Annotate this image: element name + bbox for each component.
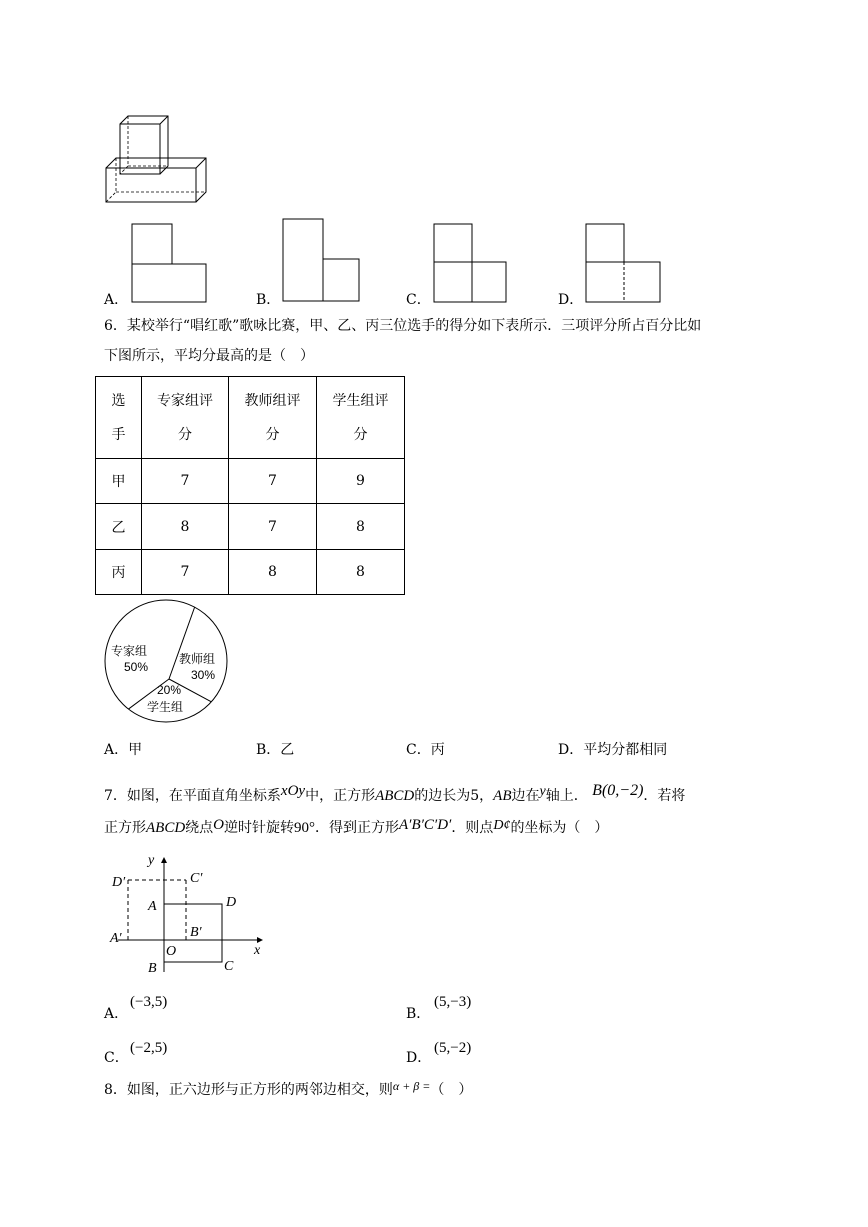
q7-option-b-letter[interactable]: B．: [406, 1006, 431, 1022]
label-o: O: [166, 944, 177, 959]
table-header-cell: 学生组评 分: [317, 377, 405, 459]
label-a-prime: A′: [110, 931, 122, 946]
label-c-prime: C′: [190, 871, 203, 886]
table-header-cell: 专家组评 分: [142, 377, 229, 459]
table-cell: 8: [229, 550, 317, 595]
q5-option-a-label[interactable]: A．: [104, 292, 129, 308]
q5-option-c-label[interactable]: C．: [406, 292, 431, 308]
table-cell: 7: [229, 504, 317, 550]
q7-option-a-letter[interactable]: A．: [104, 1006, 129, 1022]
pie-value-teachers: 30%: [191, 668, 216, 682]
table-cell: 乙: [96, 504, 142, 550]
q7-option-b-value[interactable]: (5,−3): [434, 994, 472, 1010]
table-cell: 7: [142, 550, 229, 595]
table-cell: 7: [229, 459, 317, 504]
pie-label-experts: 专家组: [111, 644, 148, 658]
q7-option-c-value[interactable]: (−2,5): [130, 1040, 168, 1056]
table-cell: 8: [317, 504, 405, 550]
q7-stem-line2: 正方形ABCD绕点O逆时针旋转90°．得到正方形A′B′C′D′．则点D¢的坐标为（ ）: [104, 817, 609, 836]
q7-option-c-letter[interactable]: C．: [104, 1050, 129, 1066]
q5-option-d-view[interactable]: [584, 222, 664, 306]
q7-option-a-value[interactable]: (−3,5): [130, 994, 168, 1010]
pie-value-experts: 50%: [124, 660, 149, 674]
q5-option-d-label[interactable]: D．: [558, 292, 584, 308]
q6-option-c[interactable]: C．丙: [406, 742, 445, 758]
q5-option-b-view[interactable]: [281, 217, 365, 303]
table-row: [96, 459, 405, 504]
q5-option-c-view[interactable]: [432, 222, 512, 306]
table-cell: 8: [142, 504, 229, 550]
table-cell: 9: [317, 459, 405, 504]
q6-option-a[interactable]: A．甲: [104, 742, 143, 758]
table-header-cell: 选 手: [96, 377, 142, 459]
table-cell: 丙: [96, 550, 142, 595]
table-cell: 甲: [96, 459, 142, 504]
pie-label-teachers: 教师组: [179, 652, 216, 666]
q6-option-d[interactable]: D．平均分都相同: [558, 742, 668, 758]
coordinate-figure: [108, 850, 278, 980]
label-d: D: [226, 895, 237, 910]
q7-option-d-value[interactable]: (5,−2): [434, 1040, 472, 1056]
q6-stem-line1: 6．某校举行“唱红歌”歌咏比赛，甲、乙、丙三位选手的得分如下表所示．三项评分所占百分比如: [104, 318, 702, 334]
label-y: y: [148, 853, 155, 868]
solid-3d-figure: [100, 110, 220, 210]
q6-option-b[interactable]: B．乙: [256, 742, 295, 758]
table-header-row: [96, 377, 405, 459]
label-b-prime: B′: [190, 925, 202, 940]
q5-option-b-label[interactable]: B．: [256, 292, 281, 308]
pie-value-students: 20%: [157, 683, 182, 697]
table-row: [96, 550, 405, 595]
label-d-prime: D′: [112, 875, 126, 890]
pie-label-students: 学生组: [147, 700, 184, 714]
score-table: [95, 376, 405, 595]
label-a: A: [148, 899, 157, 914]
q7-option-d-letter[interactable]: D．: [406, 1050, 432, 1066]
q5-option-a-view[interactable]: [130, 222, 210, 306]
table-cell: 7: [142, 459, 229, 504]
table-cell: 8: [317, 550, 405, 595]
q6-stem-line2: 下图所示，平均分最高的是（ ）: [104, 348, 314, 364]
pie-chart: [101, 599, 231, 729]
q8-stem: 8．如图，正六边形与正方形的两邻边相交，则α + β =（ ）: [104, 1079, 473, 1098]
label-b: B: [148, 961, 157, 976]
table-header-cell: 教师组评 分: [229, 377, 317, 459]
table-row: [96, 504, 405, 550]
label-c: C: [224, 959, 234, 974]
q7-stem-line1: 7．如图，在平面直角坐标系xOy中，正方形ABCD的边长为5，AB边在y轴上． B(0,−2)．若将: [104, 782, 686, 804]
label-x: x: [254, 943, 261, 958]
